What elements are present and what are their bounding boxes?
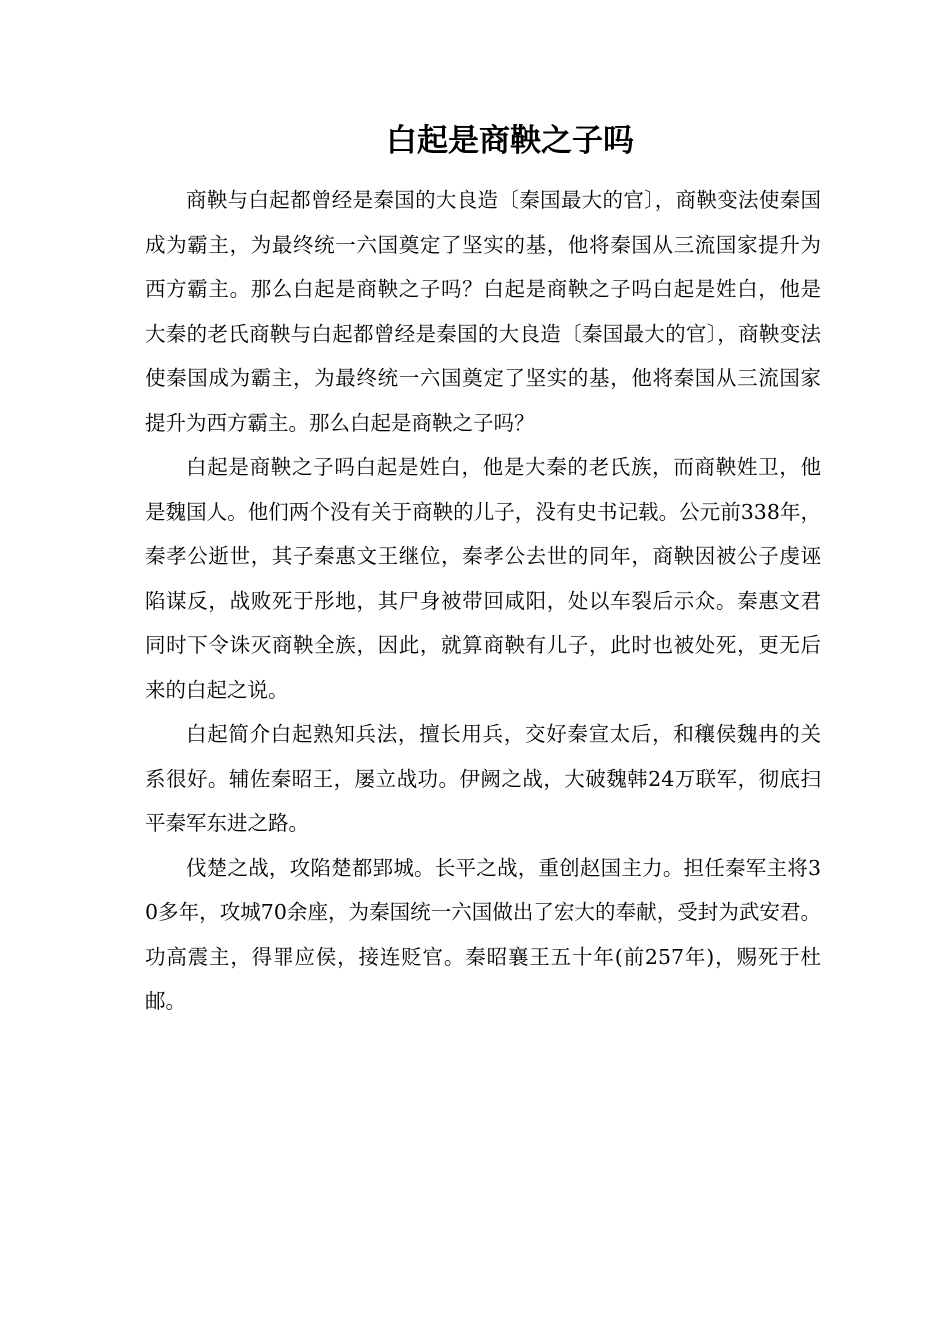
paragraph-3: 白起简介白起熟知兵法，擅长用兵，交好秦宣太后，和穰侯魏冉的关系很好。辅佐秦昭王，屡立战功。伊阙之战，大破魏韩24万联军，彻底扫平秦军东进之路。	[145, 722, 821, 835]
document-title: 白起是商鞅之子吗	[386, 123, 634, 159]
document-body	[145, 178, 821, 1024]
paragraph-4: 伐楚之战，攻陷楚都郢城。长平之战，重创赵国主力。担任秦军主将30多年，攻城70余座，为秦国统一六国做出了宏大的奉献，受封为武安君。功高震主，得罪应侯，接连贬官。秦昭襄王五十年(前257年)，赐死于杜邮。	[145, 855, 821, 1013]
paragraph-1: 商鞅与白起都曾经是秦国的大良造〔秦国最大的官〕，商鞅变法使秦国成为霸主，为最终统一六国奠定了坚实的基，他将秦国从三流国家提升为西方霸主。那么白起是商鞅之子吗？白起是商鞅之子吗白起是姓白，他是大秦的老氏商鞅与白起都曾经是秦国的大良造〔秦国最大的官〕，商鞅变法使秦国成为霸主，为最终统一六国奠定了坚实的基，他将秦国从三流国家提升为西方霸主。那么白起是商鞅之子吗？	[145, 188, 821, 435]
paragraph-2: 白起是商鞅之子吗白起是姓白，他是大秦的老氏族，而商鞅姓卫，他是魏国人。他们两个没有关于商鞅的儿子，没有史书记载。公元前338年，秦孝公逝世，其子秦惠文王继位，秦孝公去世的同年，商鞅因被公子虔诬陷谋反，战败死于彤地，其尸身被带回咸阳，处以车裂后示众。秦惠文君同时下令诛灭商鞅全族，因此，就算商鞅有儿子，此时也被处死，更无后来的白起之说。	[145, 455, 821, 702]
